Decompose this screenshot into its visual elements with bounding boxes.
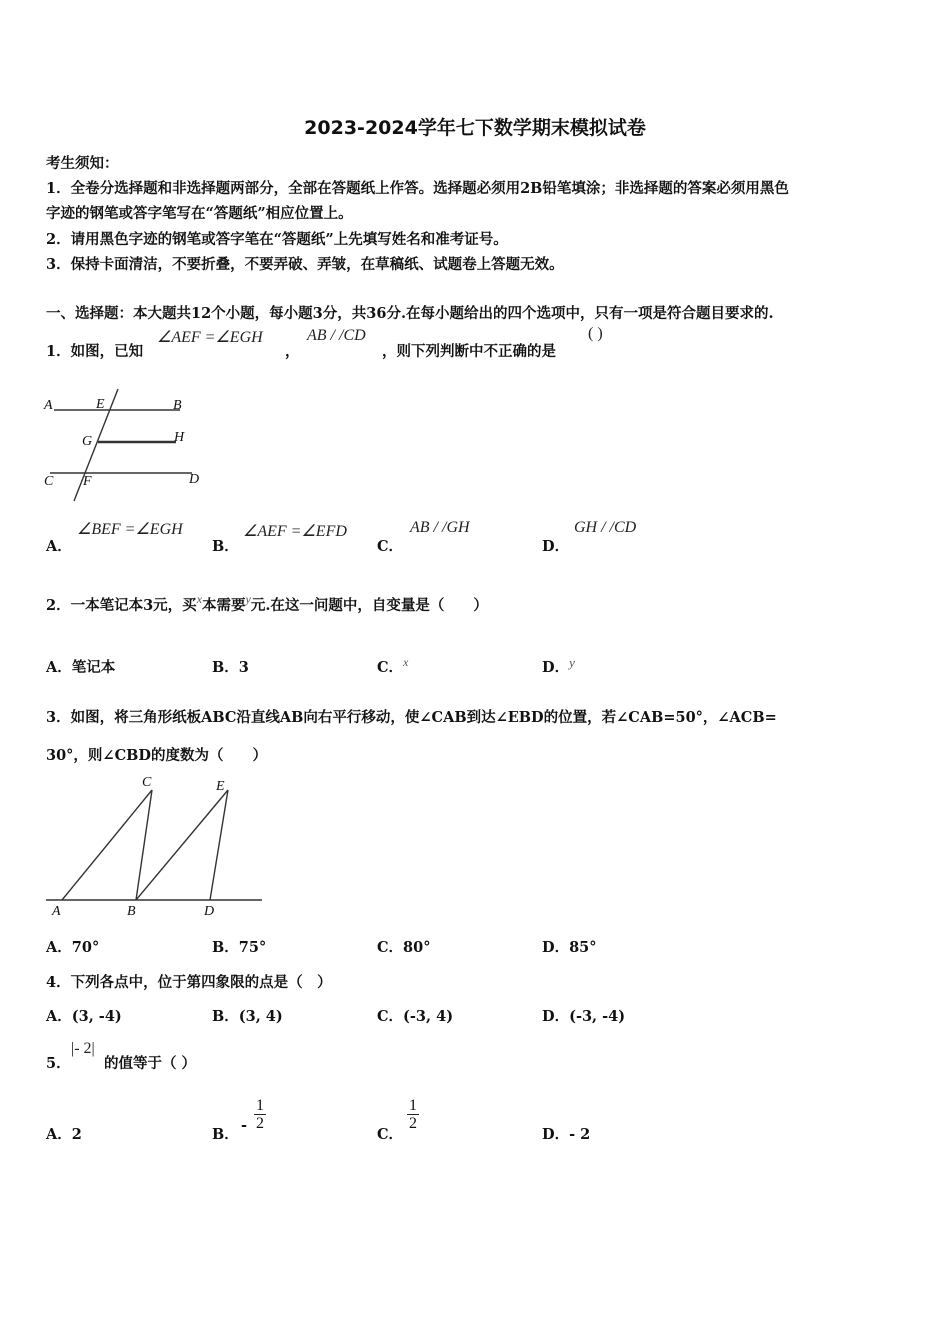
label-d: D <box>189 472 200 487</box>
q1-suffix: ，则下列判断中不正确的是 <box>382 343 556 360</box>
label-b: B <box>127 904 136 919</box>
q1-option-c-letter[interactable]: C． <box>377 538 404 555</box>
q5-option-a[interactable]: A．2 <box>46 1126 82 1143</box>
q4-option-b[interactable]: B．(3, 4) <box>212 1008 283 1025</box>
q5-option-b-sign[interactable]: - <box>241 1117 248 1134</box>
notice-line-1b: 字迹的钢笔或答字笔写在“答题纸”相应位置上。 <box>46 205 353 222</box>
q3-option-a[interactable]: A．70° <box>46 939 100 956</box>
notice-line-1: 1．全卷分选择题和非选择题两部分，全部在答题纸上作答。选择题必须用2B铅笔填涂；非选择题的答案必须用黑色 <box>46 180 789 197</box>
label-e: E <box>96 397 105 412</box>
q1-paren: ( ) <box>588 325 603 342</box>
q1-option-d-letter[interactable]: D． <box>542 538 570 555</box>
q5-option-c-letter[interactable]: C． <box>377 1126 404 1143</box>
q1-prefix: 1．如图，已知 <box>46 343 144 360</box>
q3-stem-line-1: 3．如图，将三角形纸板ABC沿直线AB向右平行移动，使∠CAB到达∠EBD的位置，若∠CAB=50°，∠ACB= <box>46 709 777 726</box>
q1-option-b-letter[interactable]: B． <box>212 538 239 555</box>
notice-line-2: 2．请用黑色字迹的钢笔或答字笔在“答题纸”上先填写姓名和准考证号。 <box>46 231 508 248</box>
q3-stem-line-2: 30°，则∠CBD的度数为（ ） <box>46 747 267 764</box>
notice-heading: 考生须知： <box>46 155 119 172</box>
q1-cond1: ∠AEF =∠EGH <box>157 329 263 346</box>
q3-option-b[interactable]: B．75° <box>212 939 267 956</box>
q3-option-c[interactable]: C．80° <box>377 939 431 956</box>
q4-option-c[interactable]: C．(-3, 4) <box>377 1008 454 1025</box>
label-b: B <box>173 398 182 413</box>
label-d: D <box>204 904 215 919</box>
section-heading: 一、选择题：本大题共12个小题，每小题3分，共36分.在每小题给出的四个选项中，只有一项是符合题目要求的. <box>46 305 774 322</box>
q1-figure <box>40 385 220 507</box>
label-g: G <box>82 434 93 449</box>
q1-option-b[interactable]: ∠AEF =∠EFD <box>243 523 347 540</box>
q3-option-d[interactable]: D．85° <box>542 939 597 956</box>
q2-option-a[interactable]: A．笔记本 <box>46 659 116 676</box>
q4-option-a[interactable]: A．(3, -4) <box>46 1008 122 1025</box>
q2-option-d[interactable]: D．y <box>542 655 575 676</box>
label-a: A <box>44 398 53 413</box>
q4-option-d[interactable]: D．(-3, -4) <box>542 1008 626 1025</box>
label-c: C <box>142 775 152 790</box>
page-title: 2023-2024学年七下数学期末模拟试卷 <box>304 117 646 139</box>
label-a: A <box>52 904 61 919</box>
q2-var-x: x <box>196 592 203 606</box>
q1-option-a[interactable]: ∠BEF =∠EGH <box>77 521 183 538</box>
q2-option-b[interactable]: B．3 <box>212 659 249 676</box>
q1-cond2: AB / /CD <box>307 327 366 344</box>
q5-option-c-fraction[interactable]: $\frac{1}{2}$ <box>409 1097 417 1132</box>
q1-sep: ， <box>285 343 300 360</box>
q2-stem: 2．一本笔记本3元，买$^x$本需要$^y$元.在这一问题中，自变量是（ ） <box>46 592 488 614</box>
label-h: H <box>174 430 185 445</box>
label-c: C <box>44 474 54 489</box>
label-f: F <box>83 474 92 489</box>
q5-option-b-letter[interactable]: B． <box>212 1126 239 1143</box>
q5-option-d[interactable]: D．- 2 <box>542 1126 591 1143</box>
q3-figure <box>40 770 270 922</box>
q2-var-y: y <box>245 592 251 606</box>
q4-stem: 4．下列各点中，位于第四象限的点是（ ） <box>46 974 332 991</box>
q2-option-c[interactable]: C．$^x$ <box>377 655 409 676</box>
label-e: E <box>216 779 225 794</box>
q1-option-c[interactable]: AB / /GH <box>410 519 470 536</box>
q1-option-d[interactable]: GH / /CD <box>574 519 637 536</box>
q5-abs-value: |- 2| <box>71 1040 95 1057</box>
q5-number: 5． <box>46 1055 71 1072</box>
side-ed <box>210 790 228 900</box>
notice-line-3: 3．保持卡面清洁，不要折叠，不要弄破、弄皱，在草稿纸、试题卷上答题无效。 <box>46 256 564 273</box>
q1-option-a-letter[interactable]: A． <box>46 538 72 555</box>
q5-option-b-fraction[interactable]: $\frac{1}{2}$ <box>256 1097 264 1132</box>
q5-suffix: 的值等于（ ） <box>104 1055 197 1072</box>
